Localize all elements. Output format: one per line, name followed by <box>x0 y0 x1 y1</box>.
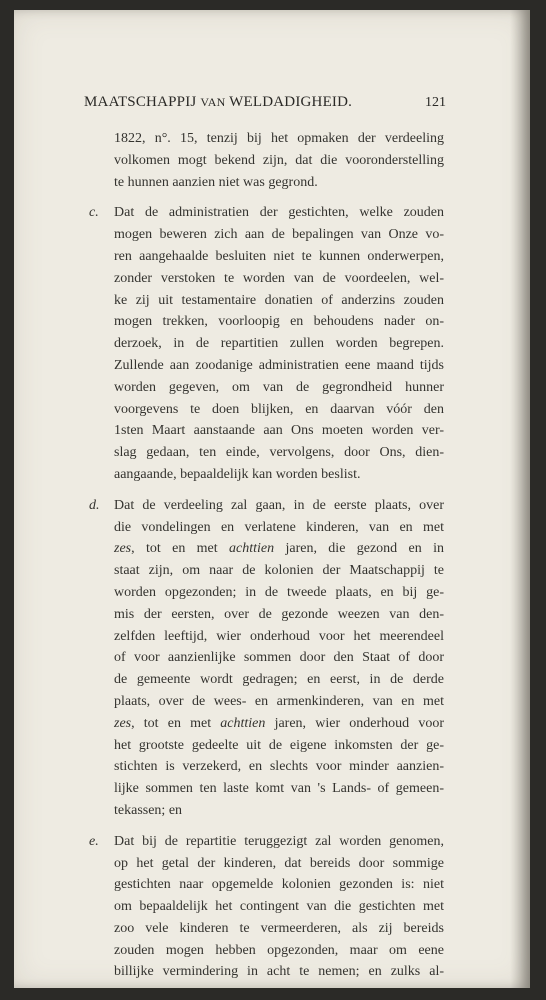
clause-c <box>89 202 444 485</box>
text-line: zoo vele kinderen te vermeerderen, als zij bereids <box>114 920 444 936</box>
text-line: zes, tot en met achttien jaren, die gezond en in <box>114 541 444 557</box>
page-number: 121 <box>425 95 446 110</box>
text-line: Dat de verdeeling zal gaan, in de eerste plaats, over <box>114 497 444 513</box>
continuation-paragraph <box>114 128 444 193</box>
text-line: de gemeente wordt gedragen; en eerst, in de derde <box>114 672 444 688</box>
text-line: plaats, over de wees- en armenkinderen, van en met <box>114 693 444 709</box>
clause-e <box>89 831 444 984</box>
running-title: MAATSCHAPPIJ VAN WELDADIGHEID. <box>84 94 353 110</box>
text-line: slag gedaan, ten einde, vervolgens, door Ons, dien- <box>114 445 444 461</box>
clause-marker: e. <box>89 833 99 849</box>
text-line: tekassen; en <box>114 802 183 818</box>
text-line: te hunnen aanzien niet was gegrond. <box>114 174 318 190</box>
text-line: 1sten Maart aanstaande aan Ons moeten worden ver- <box>114 423 444 439</box>
text-line: derzoek, in de repartitien zullen worden begrepen. <box>114 336 444 352</box>
text-line: ke zij uit testamentaire donatien of anderzins zouden <box>114 292 444 308</box>
text-line: lijke sommen ten laste komt van 's Lands- of gemeen- <box>114 781 444 797</box>
text-line: mis der eersten, over de gezonde weezen van den- <box>114 606 444 622</box>
clause-marker: c. <box>89 205 99 221</box>
text-line: het grootste gedeelte uit de eigene inkomsten der ge- <box>114 737 444 753</box>
body-text <box>84 128 444 992</box>
text-line: 1822, n°. 15, tenzij bij het opmaken der verdeeling <box>114 131 444 146</box>
text-line: zelfden leeftijd, wier onderhoud voor het meerendeel <box>114 628 444 644</box>
text-line: billijke vermindering in acht te nemen; en zulks al- <box>114 964 444 980</box>
text-line: staat zijn, om naar de kolonien der Maatschappij te <box>114 563 444 579</box>
page-header <box>84 94 446 111</box>
text-line: worden gegeven, om van de gegrondheid hunner <box>114 379 444 395</box>
book-page <box>14 10 530 988</box>
clause-d <box>89 495 444 822</box>
text-line: Zullende aan zoodanige administratien eene maand tijds <box>114 357 444 373</box>
text-line: Dat bij de repartitie teruggezigt zal worden genomen, <box>114 833 444 849</box>
text-line: mogen beweren zich aan de bepalingen van Onze vo- <box>114 227 444 243</box>
text-line: zouden mogen hebben opgezonden, maar om eene <box>114 942 444 958</box>
text-line: die vondelingen en verlatene kinderen, van en met <box>114 519 444 535</box>
text-line: aangaande, bepaaldelijk kan worden beslist. <box>114 466 361 482</box>
page-gutter-shadow <box>510 10 530 988</box>
text-line: worden opgezonden; in de tweede plaats, en bij ge- <box>114 584 444 600</box>
text-line: voorgevens te doen blijken, en daarvan vóór den <box>114 401 444 417</box>
text-line: stichten is verzekerd, en slechts voor minder aanzien- <box>114 759 444 775</box>
text-line: om bepaaldelijk het contingent van die gestichten met <box>114 899 444 915</box>
text-line: Dat de administratien der gestichten, welke zouden <box>114 205 444 221</box>
clause-marker: d. <box>89 497 100 513</box>
text-line: mogen trekken, voorloopig en behoudens nader on- <box>114 314 444 330</box>
text-line: op het getal der kinderen, dat bereids door sommige <box>114 855 444 871</box>
text-line: gestichten naar opgemelde kolonien gezonden is: niet <box>114 877 444 893</box>
text-line: volkomen mogt bekend zijn, dat die vooronderstelling <box>114 152 444 168</box>
text-line: zonder verstoken te worden van de voordeelen, wel- <box>114 270 444 286</box>
text-line: ren aangehaalde besluiten niet te kunnen onderwerpen, <box>114 248 444 264</box>
text-line: zes, tot en met achttien jaren, wier onderhoud voor <box>114 715 444 731</box>
text-line: of voor aanzienlijke sommen door den Staat of door <box>114 650 444 666</box>
